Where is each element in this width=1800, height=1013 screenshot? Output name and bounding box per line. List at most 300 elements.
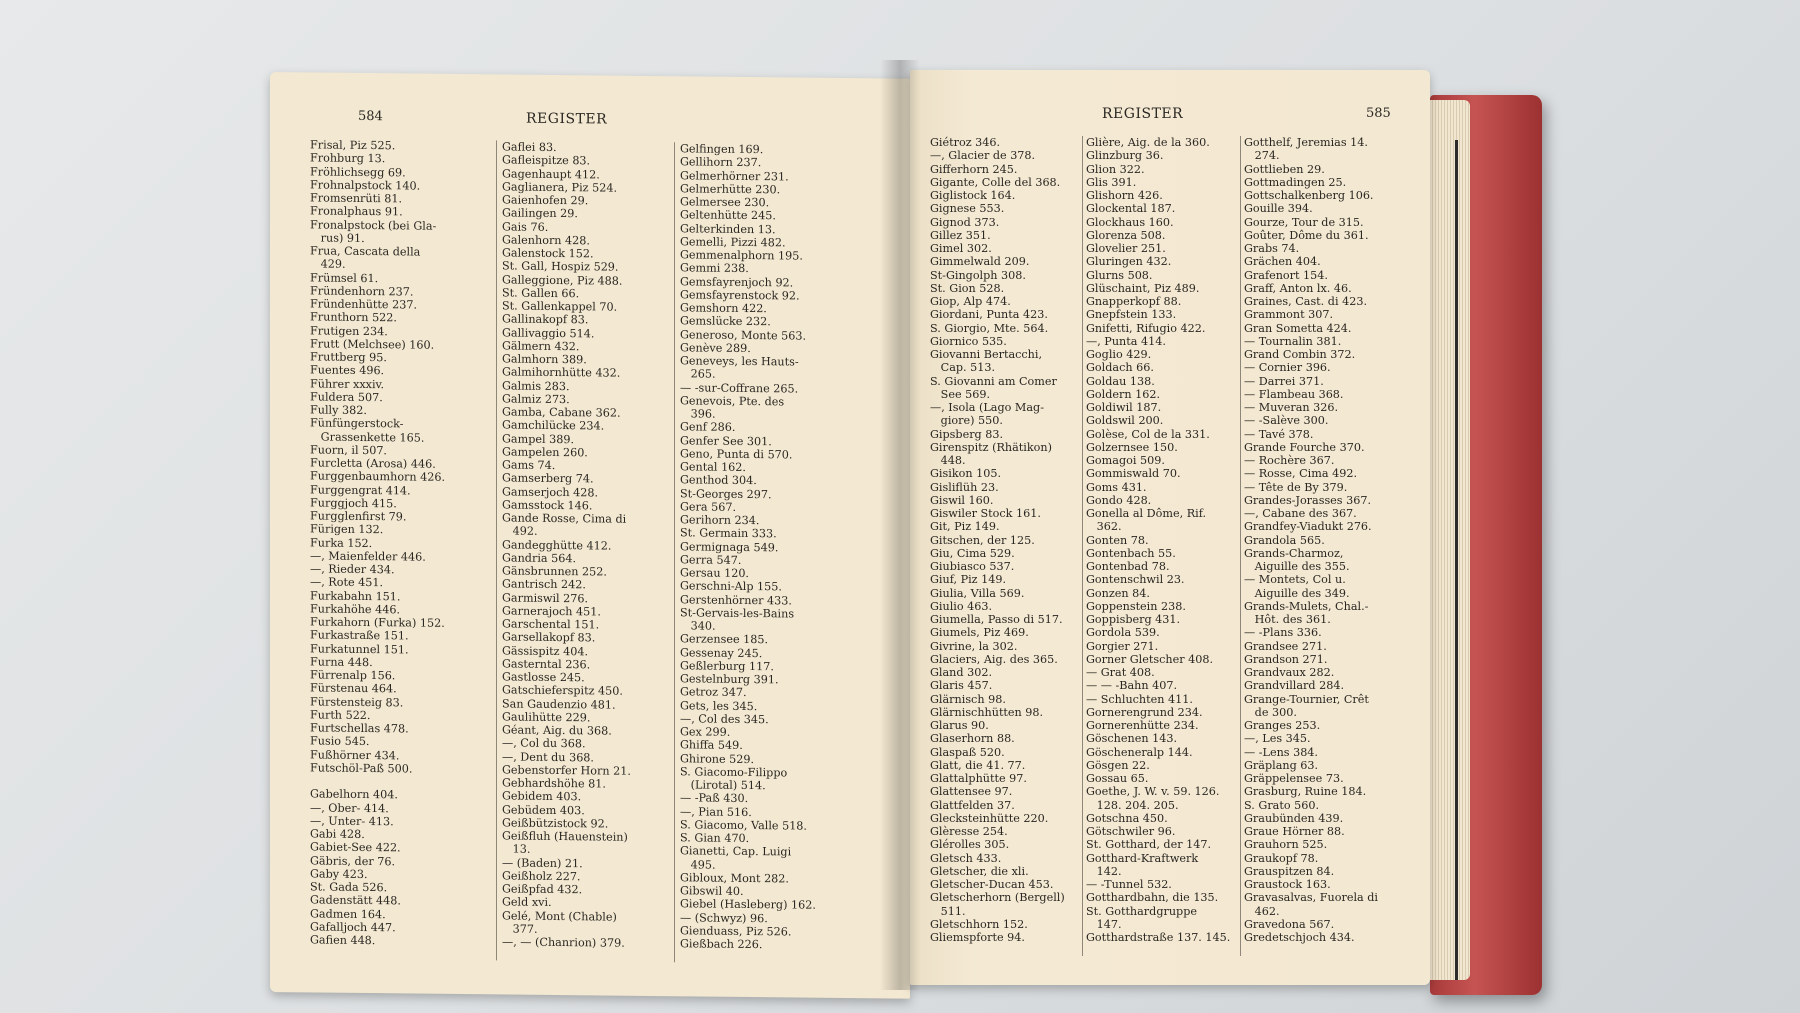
index-entry: Geld xvi.	[502, 895, 552, 910]
page-number: 584	[358, 108, 383, 125]
index-entry: Gaby 423.	[310, 867, 368, 881]
index-entry: 511.	[930, 904, 966, 918]
index-entry: Gnifetti, Rifugio 422.	[1086, 321, 1206, 335]
index-entry: Gemshorn 422.	[680, 301, 767, 316]
index-entry: Gässispitz 404.	[502, 643, 589, 658]
index-entry: Geno, Punta di 570.	[680, 447, 793, 462]
book-gutter	[880, 60, 920, 990]
index-entry: Gottmadingen 25.	[1244, 175, 1347, 189]
index-entry: Giumella, Passo di 517.	[930, 613, 1063, 626]
index-entry: Gelmerhörner 231.	[680, 168, 789, 183]
index-entry: Genevois, Pte. des	[680, 394, 785, 409]
cover-edge	[1455, 140, 1458, 980]
index-entry: Furka 152.	[310, 535, 373, 550]
index-entry: Futschöl-Paß 500.	[310, 761, 413, 776]
index-entry: Grandola 565.	[1244, 533, 1325, 547]
index-entry: Gräppelensee 73.	[1244, 772, 1344, 785]
index-entry: Furggengrat 414.	[310, 482, 411, 497]
index-entry: 147.	[1086, 917, 1122, 931]
index-column	[502, 140, 668, 950]
left-page	[270, 72, 910, 999]
index-entry: Gondo 428.	[1086, 493, 1152, 507]
index-entry: Galenhorn 428.	[502, 233, 590, 248]
index-entry: Graue Hörner 88.	[1244, 825, 1345, 838]
index-entry: Grands-Charmoz,	[1244, 546, 1344, 560]
index-entry: Fründenhorn 237.	[310, 284, 414, 299]
index-entry: 128. 204. 205.	[1086, 798, 1179, 812]
index-entry: Gotthelf, Jeremias 14.	[1244, 136, 1368, 149]
index-entry: Goethe, J. W. v. 59. 126.	[1086, 785, 1220, 799]
index-entry: Gemmenalphorn 195.	[680, 248, 803, 263]
index-entry: Gaglianera, Piz 524.	[502, 180, 618, 195]
index-entry: Gnepfstein 133.	[1086, 308, 1177, 322]
index-entry: Frutigen 234.	[310, 323, 388, 338]
index-entry: Glattalphütte 97.	[930, 772, 1027, 785]
index-entry: Gluringen 432.	[1086, 255, 1172, 269]
index-entry: Gorner Gletscher 408.	[1086, 652, 1214, 666]
index-entry: Frohnalpstock 140.	[310, 178, 421, 193]
index-entry: Führer xxxiv.	[310, 376, 385, 391]
index-entry: — (Baden) 21.	[502, 855, 583, 870]
index-entry: — Darrei 371.	[1244, 374, 1324, 388]
index-entry: Gebhardshöhe 81.	[502, 776, 606, 791]
index-entry: Glurns 508.	[1086, 268, 1153, 282]
index-entry: Gisliflüh 23.	[930, 480, 999, 494]
index-entry: —, Pian 516.	[680, 804, 752, 819]
index-entry: Furggenbaumhorn 426.	[310, 469, 446, 485]
index-entry: Genève 289.	[680, 341, 751, 355]
index-entry: Glérolles 305.	[930, 838, 1010, 852]
index-entry: —, Ober- 414.	[310, 800, 389, 815]
index-entry: Fuentes 496.	[310, 363, 385, 378]
index-entry: Gabelhorn 404.	[310, 787, 398, 802]
index-entry: — Cornier 396.	[1244, 361, 1331, 375]
index-entry: Gerzensee 185.	[680, 632, 769, 647]
index-entry: Gonella al Dôme, Rif.	[1086, 507, 1207, 520]
index-entry: St. Gallenkappel 70.	[502, 299, 618, 314]
index-entry: Gland 302.	[930, 666, 993, 679]
index-entry: Gailingen 29.	[502, 206, 578, 221]
page-number: 585	[1366, 106, 1391, 121]
index-entry: Gignod 373.	[930, 215, 1000, 229]
index-entry: Fünfüngerstock-	[310, 416, 404, 431]
index-entry: Gadmen 164.	[310, 906, 386, 921]
index-entry: 448.	[930, 454, 966, 467]
index-entry: Genf 286.	[680, 420, 736, 435]
index-entry: Gemslücke 232.	[680, 314, 771, 329]
index-entry: Goglio 429.	[1086, 348, 1152, 361]
index-entry: Garsellakopf 83.	[502, 630, 596, 645]
index-entry: Goldern 162.	[1086, 387, 1161, 401]
index-entry: Genthod 304.	[680, 473, 757, 488]
index-entry: Granges 253.	[1244, 719, 1321, 732]
index-entry: Fromsenrüti 81.	[310, 191, 402, 206]
index-entry: St. Germain 333.	[680, 526, 777, 541]
index-entry: Graff, Anton lx. 46.	[1244, 281, 1352, 295]
index-entry: — Flambeau 368.	[1244, 387, 1344, 401]
index-entry: Fronalphaus 91.	[310, 204, 403, 219]
index-entry: —, Col des 345.	[680, 712, 769, 726]
index-entry: Gessenay 245.	[680, 645, 763, 660]
index-entry: Gienduass, Piz 526.	[680, 924, 792, 939]
index-entry: Galmiz 273.	[502, 392, 570, 406]
index-entry: Girenspitz (Rhätikon)	[930, 440, 1052, 454]
index-entry: Gran Sometta 424.	[1244, 321, 1352, 335]
index-entry: Grandson 271.	[1244, 652, 1328, 666]
index-entry: Giswil 160.	[930, 493, 994, 507]
index-entry: Gerihorn 234.	[680, 513, 760, 528]
index-entry: Glärnischhütten 98.	[930, 705, 1044, 719]
index-entry: Glis 391.	[1086, 175, 1137, 189]
index-entry: Gänsbrunnen 252.	[502, 564, 607, 579]
index-entry: —, Maienfelder 446.	[310, 549, 426, 564]
index-entry: Göscheneralp 144.	[1086, 745, 1193, 759]
index-entry: Gornerenhütte 234.	[1086, 719, 1199, 732]
index-entry: Goldach 66.	[1086, 361, 1154, 375]
index-entry: Grandes-Jorasses 367.	[1244, 493, 1372, 507]
index-entry: Gletscherhorn (Bergell)	[930, 891, 1065, 905]
index-entry: —, Cabane des 367.	[1244, 507, 1357, 520]
column-divider	[674, 142, 675, 962]
index-entry: 265.	[680, 367, 716, 381]
index-entry: St. Gotthardgruppe	[1086, 904, 1197, 918]
index-entry: Gaienhofen 29.	[502, 193, 589, 208]
index-entry: Gafleispitze 83.	[502, 153, 591, 168]
index-entry: Gravasalvas, Fuorela di	[1244, 891, 1378, 905]
index-entry: Gallivaggio 514.	[502, 325, 595, 340]
right-page	[910, 70, 1430, 985]
index-entry: Furkahorn (Furka) 152.	[310, 615, 445, 630]
index-entry: de 300.	[1244, 705, 1297, 719]
index-entry: Graubünden 439.	[1244, 811, 1344, 825]
index-entry: Gravedona 567.	[1244, 917, 1335, 931]
index-entry: Grandsee 271.	[1244, 639, 1327, 653]
index-entry: Glüschaint, Piz 489.	[1086, 281, 1200, 295]
index-entry: Geltenhütte 245.	[680, 208, 776, 223]
index-entry: Gamchilücke 234.	[502, 418, 605, 433]
index-entry: —, Punta 414.	[1086, 334, 1166, 348]
index-entry: San Gaudenzio 481.	[502, 696, 616, 712]
index-entry: Fuorn, il 507.	[310, 443, 387, 457]
index-entry: St. Gall, Hospiz 529.	[502, 259, 619, 274]
index-entry: Glèresse 254.	[930, 825, 1008, 838]
index-entry: Grassenkette 165.	[310, 429, 425, 445]
index-entry: Gais 76.	[502, 219, 549, 234]
index-entry: Göschenen 143.	[1086, 732, 1178, 746]
index-entry: S. Giacomo-Filippo	[680, 765, 788, 780]
index-entry: Gottschalkenberg 106.	[1244, 189, 1374, 202]
index-entry: Gontenbach 55.	[1086, 546, 1176, 560]
index-entry: Gastlosse 245.	[502, 670, 585, 685]
index-entry: Glockhaus 160.	[1086, 215, 1174, 229]
index-entry: Frunthorn 522.	[310, 310, 397, 325]
index-entry: Gersau 120.	[680, 566, 749, 581]
index-entry: — (Schwyz) 96.	[680, 910, 768, 925]
index-entry: Grandvaux 282.	[1244, 666, 1335, 679]
index-entry: Aiguille des 355.	[1244, 560, 1350, 573]
index-entry: Geißpfad 432.	[502, 882, 583, 897]
index-column	[680, 142, 850, 952]
column-divider	[1240, 136, 1241, 956]
index-entry: S. Giovanni am Comer	[930, 374, 1057, 388]
index-entry: Frisal, Piz 525.	[310, 138, 396, 153]
index-entry: Gamserberg 74.	[502, 471, 594, 486]
column-divider	[1082, 136, 1083, 956]
index-entry: — -Tunnel 532.	[1086, 878, 1172, 891]
index-entry: Gebidem 403.	[502, 789, 582, 804]
index-entry: Gontenbad 78.	[1086, 560, 1170, 573]
index-entry: Gifferhorn 245.	[930, 162, 1018, 176]
index-entry: Grasburg, Ruine 184.	[1244, 785, 1367, 799]
index-entry: Galmhorn 389.	[502, 352, 587, 367]
index-entry: — Rosse, Cima 492.	[1244, 467, 1358, 481]
index-entry: Furkabahn 151.	[310, 588, 401, 603]
index-entry: Gantrisch 242.	[502, 577, 586, 592]
index-entry: Grauspitzen 84.	[1244, 864, 1335, 878]
index-entry: Graukopf 78.	[1244, 851, 1319, 865]
index-entry: Gasterntal 236.	[502, 657, 591, 672]
index-entry: Fußhörner 434.	[310, 747, 400, 762]
open-book	[270, 60, 1540, 1000]
index-entry: Gisikon 105.	[930, 467, 1002, 481]
index-entry: Gossau 65.	[1086, 772, 1149, 785]
index-entry: —, Rieder 434.	[310, 562, 395, 577]
index-entry: giore) 550.	[930, 414, 1003, 428]
index-entry: Glorenza 508.	[1086, 228, 1166, 242]
index-entry: Gaulihütte 229.	[502, 710, 591, 725]
index-entry: Galmis 283.	[502, 378, 570, 393]
index-entry: Fürrenalp 156.	[310, 668, 396, 683]
index-entry: Galmihornhütte 432.	[502, 365, 621, 380]
index-entry: Gonten 78.	[1086, 533, 1149, 547]
index-entry: Fully 382.	[310, 403, 367, 418]
index-entry: Giornico 535.	[930, 334, 1007, 348]
index-entry: —, Unter- 413.	[310, 814, 394, 829]
index-entry: Garnerajoch 451.	[502, 604, 601, 619]
index-entry: 377.	[502, 922, 538, 936]
index-entry: Gipsberg 83.	[930, 427, 1004, 441]
index-entry: St-Gervais-les-Bains	[680, 606, 795, 621]
index-entry: Gletscher-Ducan 453.	[930, 878, 1054, 891]
index-entry: Furcletta (Arosa) 446.	[310, 456, 436, 471]
index-entry: Gerschni-Alp 155.	[680, 579, 782, 594]
index-entry: Gerra 547.	[680, 553, 742, 567]
index-entry: Gianetti, Cap. Luigi	[680, 844, 792, 859]
index-entry: St. Gotthard, der 147.	[1086, 838, 1212, 852]
page-header: REGISTER	[1102, 106, 1184, 122]
index-entry: Giebel (Hasleberg) 162.	[680, 897, 816, 912]
index-entry: Graines, Cast. di 423.	[1244, 295, 1367, 308]
index-entry: St. Gada 526.	[310, 880, 388, 895]
index-entry: Gräplang 63.	[1244, 758, 1319, 772]
index-entry: Gandegghütte 412.	[502, 537, 612, 553]
index-entry: Gamserjoch 428.	[502, 484, 599, 499]
index-entry: Gampel 389.	[502, 431, 575, 446]
index-entry: Gabi 428.	[310, 827, 365, 841]
index-entry: Glishorn 426.	[1086, 189, 1163, 202]
index-entry: Grands-Mulets, Chal.-	[1244, 599, 1369, 613]
index-entry: Glecksteinhütte 220.	[930, 811, 1049, 825]
index-entry: 492.	[502, 524, 538, 539]
index-entry: Gebüdem 403.	[502, 802, 585, 817]
index-entry: Gabiet-See 422.	[310, 840, 401, 855]
index-entry: Gallinakopf 83.	[502, 312, 589, 327]
index-entry: Ghirone 529.	[680, 751, 755, 766]
index-entry: Glaserhorn 88.	[930, 732, 1015, 746]
index-entry: Garmiswil 276.	[502, 590, 589, 605]
index-entry: Glaris 457.	[930, 679, 993, 693]
index-entry: Gelfingen 169.	[680, 142, 764, 157]
column-divider	[496, 140, 497, 960]
index-entry: 340.	[680, 619, 716, 633]
index-entry: Furgglenfirst 79.	[310, 509, 407, 524]
index-entry: Gaflei 83.	[502, 140, 557, 155]
index-entry: Gordola 539.	[1086, 626, 1160, 640]
index-entry: Gletsch 433.	[930, 851, 1002, 865]
index-entry: Gommiswald 70.	[1086, 467, 1181, 481]
index-entry: Gental 162.	[680, 460, 746, 474]
index-entry: Germignaga 549.	[680, 539, 779, 554]
index-entry: — Schluchten 411.	[1086, 692, 1193, 706]
index-entry: S. Gian 470.	[680, 831, 750, 846]
index-entry: Gelé, Mont (Chable)	[502, 908, 617, 924]
index-entry: Giumels, Piz 469.	[930, 626, 1029, 640]
index-entry: Geißholz 227.	[502, 869, 581, 884]
index-entry: Geißfluh (Hauenstein)	[502, 829, 628, 844]
index-entry: Gelmerhütte 230.	[680, 182, 781, 197]
index-entry: —, Rote 451.	[310, 575, 384, 590]
index-entry: Gibswil 40.	[680, 884, 744, 898]
index-entry: —, Les 345.	[1244, 732, 1311, 746]
index-entry: Gex 299.	[680, 725, 731, 739]
index-entry: Gemmi 238.	[680, 261, 749, 276]
index-entry: Gampelen 260.	[502, 445, 588, 460]
index-entry: Gliemspforte 94.	[930, 931, 1025, 944]
index-entry: Garschental 151.	[502, 617, 600, 632]
index-entry: Gigante, Colle del 368.	[930, 175, 1061, 189]
index-entry: — -Plans 336.	[1244, 626, 1322, 640]
index-entry: Fruttberg 95.	[310, 350, 387, 365]
index-entry: Grauhorn 525.	[1244, 838, 1328, 852]
index-entry: Glatt, die 41. 77.	[930, 758, 1026, 772]
index-entry: Furna 448.	[310, 655, 373, 669]
index-entry: Glière, Aig. de la 360.	[1086, 136, 1210, 149]
index-entry: 429.	[310, 257, 346, 272]
index-entry: Gletscher, die xli.	[930, 864, 1029, 878]
index-entry: Gagenhaupt 412.	[502, 166, 600, 181]
index-entry: Gande Rosse, Cima di	[502, 511, 627, 526]
index-entry: Gestelnburg 391.	[680, 672, 779, 687]
index-entry: Goppisberg 431.	[1086, 613, 1181, 626]
index-column	[1086, 136, 1236, 944]
index-entry: Giswiler Stock 161.	[930, 507, 1041, 520]
index-entry: Grammont 307.	[1244, 308, 1334, 322]
index-entry: Gitschen, der 125.	[930, 533, 1035, 547]
index-entry: Gouille 394.	[1244, 202, 1313, 216]
index-entry: — Tournalin 381.	[1244, 334, 1342, 348]
index-entry: Glockental 187.	[1086, 202, 1176, 216]
index-entry: Gletschhorn 152.	[930, 917, 1028, 931]
index-entry: rus) 91.	[310, 231, 365, 245]
index-entry: St-Georges 297.	[680, 486, 772, 501]
index-entry: Golzernsee 150.	[1086, 440, 1178, 454]
index-entry: Gornerengrund 234.	[1086, 705, 1203, 719]
index-entry: Gotthardbahn, die 135.	[1086, 891, 1219, 905]
index-entry: 362.	[1086, 520, 1122, 534]
index-entry: (Lirotal) 514.	[680, 778, 766, 793]
index-entry: Generoso, Monte 563.	[680, 327, 807, 343]
index-entry: Gellihorn 237.	[680, 155, 762, 170]
index-entry: Giulia, Villa 569.	[930, 586, 1025, 600]
index-column	[310, 138, 490, 948]
index-entry: Giordani, Punta 423.	[930, 308, 1048, 322]
index-entry: Grafenort 154.	[1244, 268, 1328, 282]
index-entry: Glattensee 97.	[930, 785, 1013, 799]
index-entry: Grand Combin 372.	[1244, 348, 1356, 361]
index-entry: Gatschieferspitz 450.	[502, 683, 623, 698]
page-header: REGISTER	[526, 110, 608, 128]
index-entry: Fusio 545.	[310, 734, 370, 749]
index-entry: Gebenstorfer Horn 21.	[502, 763, 631, 778]
index-entry: Givrine, la 302.	[930, 639, 1018, 653]
index-entry: —, — (Chanrion) 379.	[502, 935, 625, 950]
index-entry: Galenstock 152.	[502, 246, 594, 261]
index-entry: Gimel 302.	[930, 242, 992, 255]
index-entry: Gams 74.	[502, 458, 556, 472]
index-entry: — -Paß 430.	[680, 791, 749, 806]
index-entry: —, Col du 368.	[502, 736, 586, 751]
index-entry: — -sur-Coffrane 265.	[680, 380, 799, 396]
index-entry: Gandria 564.	[502, 551, 577, 565]
index-entry: Furth 522.	[310, 708, 371, 722]
index-entry: Graustock 163.	[1244, 878, 1331, 891]
index-entry: Gösgen 22.	[1086, 758, 1150, 772]
index-entry: Geißbützistock 92.	[502, 816, 609, 831]
index-entry: Glinzburg 36.	[1086, 149, 1164, 163]
index-entry: Gotschna 450.	[1086, 811, 1168, 825]
index-column	[1244, 136, 1394, 944]
index-entry: Gredetschjoch 434.	[1244, 931, 1355, 944]
index-entry: Goldau 138.	[1086, 374, 1155, 388]
index-entry: Fürstenau 464.	[310, 681, 397, 696]
index-entry: Gonzen 84.	[1086, 586, 1150, 600]
index-entry: St-Gingolph 308.	[930, 268, 1026, 282]
index-entry: — Tavé 378.	[1244, 427, 1314, 441]
index-entry: Gibloux, Mont 282.	[680, 871, 789, 886]
index-entry: Gafalljoch 447.	[310, 920, 396, 935]
index-entry: Geneveys, les Hauts-	[680, 354, 799, 369]
index-entry: Goûter, Dôme du 361.	[1244, 228, 1369, 242]
index-entry: — Tête de By 379.	[1244, 480, 1348, 494]
index-entry: Fürstensteig 83.	[310, 694, 404, 709]
index-entry: 495.	[680, 857, 716, 872]
index-entry: Glärnisch 98.	[930, 692, 1006, 706]
index-entry: Gafien 448.	[310, 933, 376, 948]
index-entry: — -Lens 384.	[1244, 745, 1318, 759]
index-entry: —, Glacier de 378.	[930, 149, 1036, 163]
index-entry: Fronalpstock (bei Gla-	[310, 217, 437, 233]
index-entry: — — -Bahn 407.	[1086, 679, 1178, 693]
index-entry: Goldswil 200.	[1086, 414, 1164, 428]
index-entry: Gamba, Cabane 362.	[502, 405, 621, 420]
index-entry: Gomagoi 509.	[1086, 454, 1165, 467]
index-entry: St. Gallen 66.	[502, 286, 580, 300]
index-entry: Grächen 404.	[1244, 255, 1321, 269]
index-entry: Giubiasco 537.	[930, 560, 1015, 573]
index-entry: — -Salève 300.	[1244, 414, 1329, 428]
index-entry: Giglistock 164.	[930, 189, 1016, 202]
index-entry: Fürigen 132.	[310, 522, 384, 537]
